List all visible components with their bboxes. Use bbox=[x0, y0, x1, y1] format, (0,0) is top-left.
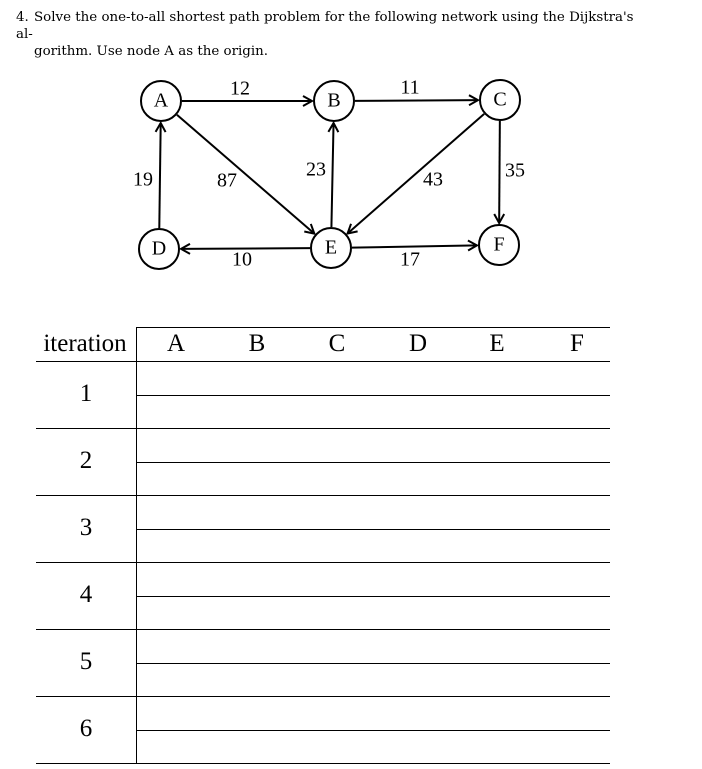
row-mid-rule bbox=[136, 596, 610, 597]
node-b bbox=[314, 81, 354, 121]
node-label: E bbox=[324, 236, 338, 259]
row-bottom-rule bbox=[36, 629, 610, 630]
column-header-e: E bbox=[489, 330, 505, 357]
edge-arrow-d-a bbox=[159, 123, 160, 228]
row-bottom-rule bbox=[36, 763, 610, 764]
node-label: A bbox=[153, 89, 169, 112]
node-label: C bbox=[493, 88, 507, 111]
problem-text-line1: Solve the one-to-all shortest path problem for the following network using the Dijkstra's al- bbox=[16, 10, 634, 42]
row-mid-rule bbox=[136, 730, 610, 731]
iteration-column-divider bbox=[136, 327, 137, 763]
iteration-number: 6 bbox=[79, 715, 93, 742]
edge-arrow-c-e bbox=[348, 114, 485, 234]
edge-arrow-e-f bbox=[352, 245, 477, 247]
edge-weight-c-f: 35 bbox=[505, 159, 525, 182]
iteration-number: 3 bbox=[79, 514, 93, 541]
node-label: F bbox=[493, 233, 505, 256]
iteration-number: 1 bbox=[79, 380, 93, 407]
iteration-number: 2 bbox=[79, 447, 93, 474]
problem-number: 4. bbox=[16, 10, 29, 25]
node-e bbox=[311, 228, 351, 268]
node-c bbox=[480, 80, 520, 120]
row-bottom-rule bbox=[36, 495, 610, 496]
table-top-rule bbox=[136, 327, 610, 328]
iteration-header: iteration bbox=[43, 330, 127, 357]
column-header-f: F bbox=[570, 330, 584, 357]
edge-weight-c-e: 43 bbox=[423, 168, 443, 191]
edge-weight-b-c: 11 bbox=[400, 76, 420, 99]
row-mid-rule bbox=[136, 663, 610, 664]
column-header-a: A bbox=[166, 330, 186, 357]
network-diagram bbox=[0, 0, 702, 300]
row-mid-rule bbox=[136, 462, 610, 463]
node-f bbox=[479, 225, 519, 265]
header-rule bbox=[36, 361, 610, 362]
edge-weight-e-f: 17 bbox=[400, 248, 420, 271]
edge-arrow-a-e bbox=[177, 115, 314, 234]
edge-weight-a-b: 12 bbox=[230, 77, 250, 100]
row-mid-rule bbox=[136, 529, 610, 530]
edge-weight-e-b: 23 bbox=[306, 158, 326, 181]
row-mid-rule bbox=[136, 395, 610, 396]
row-bottom-rule bbox=[36, 696, 610, 697]
edge-arrow-e-b bbox=[331, 123, 333, 227]
row-bottom-rule bbox=[36, 428, 610, 429]
iteration-number: 4 bbox=[79, 581, 93, 608]
node-label: D bbox=[151, 237, 167, 260]
node-a bbox=[141, 81, 181, 121]
node-d bbox=[139, 229, 179, 269]
iteration-number: 5 bbox=[79, 648, 93, 675]
node-label: B bbox=[327, 89, 341, 112]
column-header-b: B bbox=[248, 330, 266, 357]
row-bottom-rule bbox=[36, 562, 610, 563]
edge-weight-d-a: 19 bbox=[133, 168, 153, 191]
edge-weight-e-d: 10 bbox=[232, 248, 252, 271]
edge-weight-a-e: 87 bbox=[217, 169, 237, 192]
edge-arrow-b-c bbox=[355, 100, 478, 101]
column-header-d: D bbox=[408, 330, 428, 357]
column-header-c: C bbox=[328, 330, 346, 357]
problem-text-line2: gorithm. Use node A as the origin. bbox=[34, 44, 269, 59]
edge-arrow-c-f bbox=[499, 121, 500, 223]
